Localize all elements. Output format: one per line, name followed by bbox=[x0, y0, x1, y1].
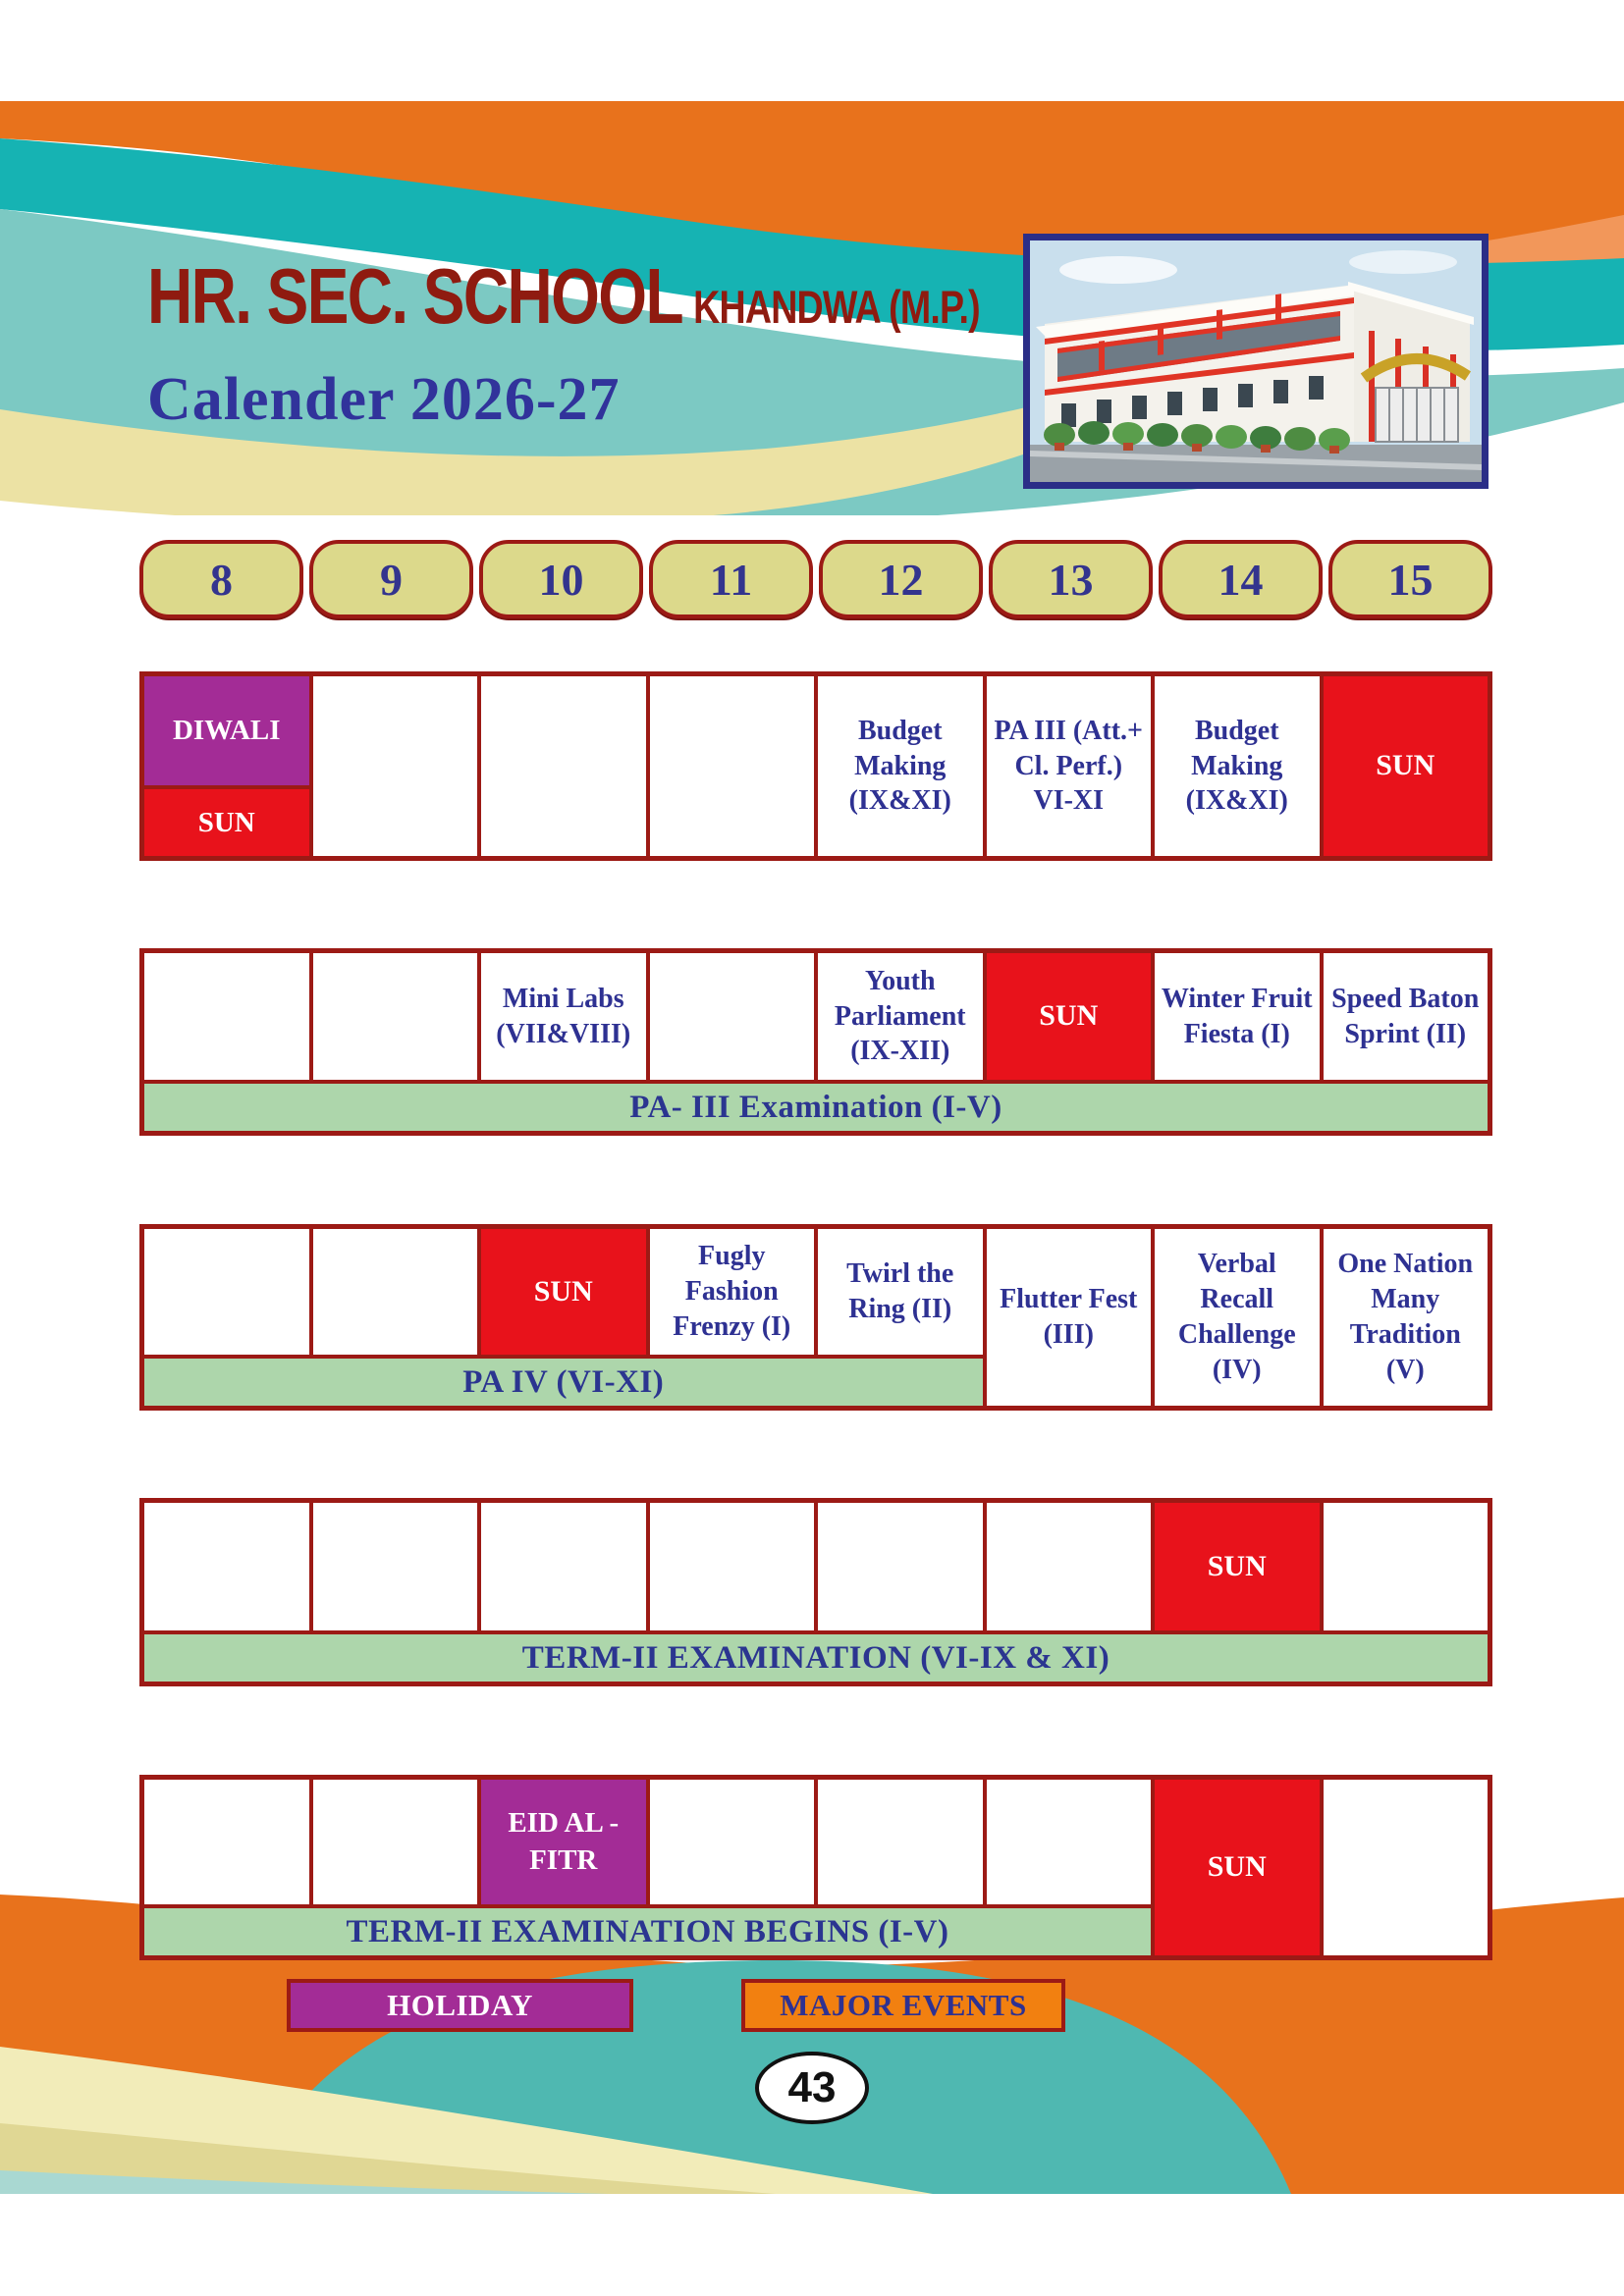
day-pill-13: 13 bbox=[989, 540, 1153, 618]
calendar-cell-empty bbox=[313, 1503, 478, 1630]
calendar-cell-holiday: EID AL -FITR bbox=[481, 1780, 646, 1904]
school-building-photo bbox=[1023, 234, 1489, 489]
calendar-cell-event: Fugly Fashion Frenzy (I) bbox=[650, 1229, 815, 1355]
calendar-row-3 bbox=[139, 1224, 1492, 1411]
day-pill-9: 9 bbox=[309, 540, 473, 618]
calendar-cell-event: Flutter Fest (III) bbox=[987, 1229, 1152, 1406]
exam-banner-pa4: PA IV (VI-XI) bbox=[144, 1359, 983, 1406]
calendar-cell-empty bbox=[313, 953, 478, 1080]
calendar-cell-empty bbox=[818, 1780, 983, 1904]
calendar-cell-empty bbox=[650, 1503, 815, 1630]
calendar-title: Calender 2026-27 bbox=[147, 366, 621, 433]
day-pill-11: 11 bbox=[649, 540, 813, 618]
calendar-cell-diwali-sun bbox=[144, 676, 309, 856]
day-pill-15: 15 bbox=[1328, 540, 1492, 618]
exam-banner-term2-begins: TERM-II EXAMINATION BEGINS (I-V) bbox=[144, 1908, 1151, 1955]
exam-banner-term2: TERM-II EXAMINATION (VI-IX & XI) bbox=[144, 1634, 1488, 1682]
day-number-row bbox=[139, 540, 1492, 618]
school-name: HR. SEC. SCHOOL bbox=[147, 252, 682, 340]
calendar-row-1 bbox=[139, 671, 1492, 861]
calendar-cell-event: Speed Baton Sprint (II) bbox=[1324, 953, 1489, 1080]
calendar-row-2 bbox=[139, 948, 1492, 1136]
legend-holiday-box: HOLIDAY bbox=[287, 1979, 633, 2032]
calendar-cell-empty bbox=[650, 676, 815, 856]
school-building-illustration bbox=[1030, 240, 1482, 482]
calendar-cell-sunday: SUN bbox=[481, 1229, 646, 1355]
calendar-row-5 bbox=[139, 1775, 1492, 1960]
calendar-cell-empty bbox=[818, 1503, 983, 1630]
legend-major-events-box: MAJOR EVENTS bbox=[741, 1979, 1065, 2032]
calendar-cell-empty bbox=[481, 676, 646, 856]
calendar-cell-event: One Nation Many Tradition (V) bbox=[1324, 1229, 1489, 1406]
exam-banner-pa3: PA- III Examination (I-V) bbox=[144, 1084, 1488, 1131]
school-location: KHANDWA (M.P.) bbox=[693, 281, 980, 333]
calendar-cell-empty bbox=[313, 1229, 478, 1355]
day-pill-12: 12 bbox=[819, 540, 983, 618]
calendar-cell-empty bbox=[1324, 1780, 1489, 1955]
calendar-cell-empty bbox=[313, 1780, 478, 1904]
calendar-cell-event: PA III (Att.+ Cl. Perf.) VI-XI bbox=[987, 676, 1152, 856]
calendar-cell-sunday: SUN bbox=[1155, 1780, 1320, 1955]
calendar-cell-event: Winter Fruit Fiesta (I) bbox=[1155, 953, 1320, 1080]
calendar-cell-empty bbox=[1324, 1503, 1489, 1630]
calendar-cell-empty bbox=[144, 1503, 309, 1630]
calendar-cell-sunday: SUN bbox=[1155, 1503, 1320, 1630]
page-number-badge: 43 bbox=[755, 2052, 869, 2124]
calendar-cell-empty bbox=[987, 1780, 1152, 1904]
day-pill-8: 8 bbox=[139, 540, 303, 618]
holiday-label: DIWALI bbox=[144, 676, 309, 785]
calendar-cell-empty bbox=[481, 1503, 646, 1630]
calendar-cell-event: Verbal Recall Challenge (IV) bbox=[1155, 1229, 1320, 1406]
calendar-row-4 bbox=[139, 1498, 1492, 1686]
calendar-cell-event: Youth Parliament (IX-XII) bbox=[818, 953, 983, 1080]
calendar-cell-empty bbox=[987, 1503, 1152, 1630]
day-pill-14: 14 bbox=[1159, 540, 1323, 618]
calendar-cell-empty bbox=[650, 1780, 815, 1904]
page-title bbox=[147, 251, 980, 342]
calendar-cell-sunday: SUN bbox=[1324, 676, 1489, 856]
day-pill-10: 10 bbox=[479, 540, 643, 618]
calendar-cell-empty bbox=[144, 1229, 309, 1355]
calendar-cell-sunday: SUN bbox=[987, 953, 1152, 1080]
calendar-cell-event: Twirl the Ring (II) bbox=[818, 1229, 983, 1355]
calendar-cell-empty bbox=[144, 953, 309, 1080]
calendar-cell-event: Budget Making (IX&XI) bbox=[818, 676, 983, 856]
calendar-cell-event: Mini Labs (VII&VIII) bbox=[481, 953, 646, 1080]
calendar-cell-empty bbox=[313, 676, 478, 856]
calendar-cell-event: Budget Making (IX&XI) bbox=[1155, 676, 1320, 856]
calendar-cell-empty bbox=[650, 953, 815, 1080]
sunday-label: SUN bbox=[144, 785, 309, 856]
calendar-cell-empty bbox=[144, 1780, 309, 1904]
